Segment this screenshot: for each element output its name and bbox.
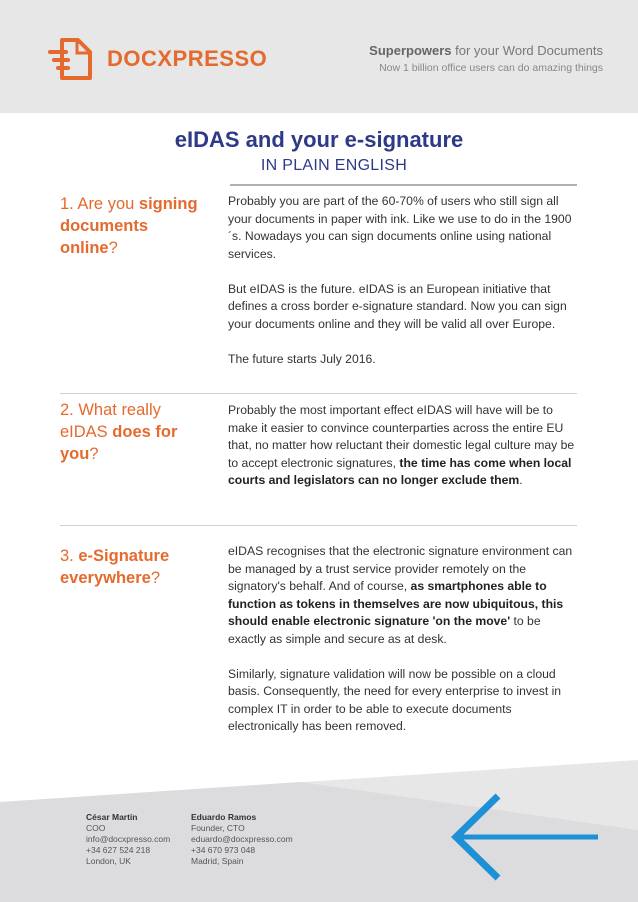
section-1-bold: signing documents online (60, 195, 198, 257)
section-1-number: 1. Are you (60, 195, 139, 213)
section-3-text: eIDAS recognises that the electronic signature environment can be managed by a trust service provider remotely on the signatory's behalf. And of course, (228, 544, 573, 593)
left-arrow-icon (448, 790, 598, 885)
section-2-tail: ? (89, 445, 99, 463)
section-3-paragraph: Similarly, signature validation will now be possible on a cloud basis. Consequently, the need for every enterprise to invest in complex IT in order to be able to execute documents electronically has been removed. (228, 666, 562, 733)
section-2-number: 2. What really eIDAS (60, 401, 161, 441)
contact-phone: +34 627 524 218 (86, 845, 151, 855)
page-header (0, 0, 638, 113)
section-2-paragraph (228, 402, 578, 490)
section-2-heading (60, 399, 210, 465)
contact-card (86, 812, 170, 867)
subtagline: Now 1 billion office users can do amazing things (379, 62, 603, 74)
section-1-paragraph: The future starts July 2016. (228, 351, 376, 366)
contact-phone: +34 670 973 048 (191, 845, 256, 855)
page-subtitle: IN PLAIN ENGLISH (260, 157, 408, 174)
section-3-heading (60, 545, 210, 589)
section-2-bold: does for you (60, 423, 178, 463)
section-divider (60, 525, 577, 526)
section-2-bold-text: the time has come when local courts and legislators can no longer exclude them (228, 455, 572, 487)
section-2-body (228, 402, 578, 507)
section-1-body (228, 193, 578, 386)
contact-city: Madrid, Spain (191, 856, 244, 866)
section-3-bold-text: as smartphones able to function as tokens in themselves are now ubiquitous, this should enable electronic signature 'on the move' (228, 579, 564, 628)
contact-city: London, UK (86, 856, 131, 866)
section-1-paragraph: Probably you are part of the 60-70% of users who still sign all your documents in paper with ink. Like we use to do in the 1900´s. Nowadays you can sign documents online using national services. (228, 194, 572, 261)
page-title: eIDAS and your e-signature (174, 127, 464, 152)
title-divider (230, 184, 577, 186)
tagline-rest: for your Word Documents (451, 43, 603, 58)
section-3-body (228, 543, 578, 753)
section-1-heading (60, 193, 210, 259)
contact-email[interactable]: eduardo@docxpresso.com (191, 834, 293, 844)
section-1-paragraph: But eIDAS is the future. eIDAS is an European initiative that defines a cross border e-signature standard. Now you can sign your documents online and they will be valid all over Europe. (228, 281, 567, 331)
section-3-paragraph (228, 543, 578, 648)
tagline (369, 43, 603, 58)
section-3-tail: ? (150, 569, 161, 587)
section-2-text: Probably the most important effect eIDAS will have will be to make it easier to convince counterparties across the entire EU that, no matter how reluctant their domestic legal culture may be to accept electronic signatures, (228, 403, 575, 470)
contact-name: César Martín (86, 812, 138, 822)
section-1-tail: ? (108, 239, 118, 257)
contact-email[interactable]: info@docxpresso.com (86, 834, 171, 844)
section-2-text-end: . (519, 473, 523, 487)
contact-role: COO (86, 823, 106, 833)
section-3-number: 3. (60, 547, 79, 565)
section-3-text-end: to be exactly as simple and secure as at desk. (228, 614, 541, 646)
document-lines-icon (46, 38, 94, 80)
brand-name: DOCXPRESSO (107, 46, 268, 71)
contact-role: Founder, CTO (191, 823, 245, 833)
tagline-strong: Superpowers (369, 43, 452, 58)
contact-card (191, 812, 293, 867)
section-3-bold: e-Signature everywhere (60, 547, 170, 587)
section-divider (60, 393, 577, 394)
contact-name: Eduardo Ramos (191, 812, 257, 822)
